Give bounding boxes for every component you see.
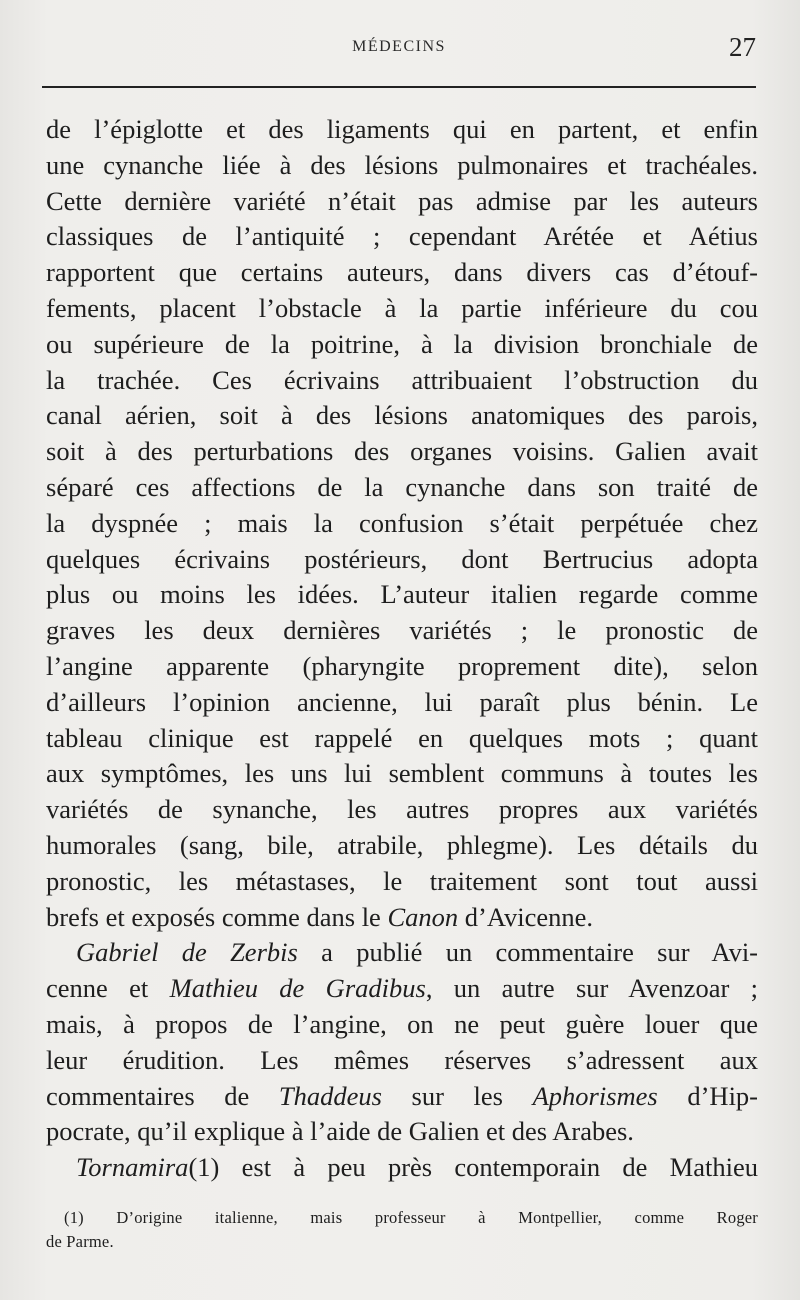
text-segment: a publié un commentaire sur Avi- bbox=[297, 937, 759, 968]
text-line: fements, placent l’obstacle à la partie inférieure du cou bbox=[46, 292, 758, 323]
header-rule bbox=[42, 86, 756, 88]
text-line bbox=[46, 971, 758, 1007]
footnote-line: (1) D’origine italienne, mais professeur à Montpellier, comme Roger bbox=[64, 1208, 758, 1227]
text-line: l’angine apparente (pharyngite proprement dite), selon bbox=[46, 650, 758, 681]
text-line: canal aérien, soit à des lésions anatomiques des parois, bbox=[46, 400, 758, 431]
text-line: une cynanche liée à des lésions pulmonaires et trachéales. bbox=[46, 149, 758, 180]
text-line: de l’épiglotte et des ligaments qui en partent, et enfin bbox=[46, 114, 758, 144]
author-name-gradibus: Mathieu de Gradibus bbox=[169, 973, 426, 1004]
text-line: la trachée. Ces écrivains attribuaient l’obstruction du bbox=[46, 364, 758, 395]
text-line: pronostic, les métastases, le traitement sont tout aussi bbox=[46, 865, 758, 896]
text-segment: est à peu près contemporain de Mathieu bbox=[219, 1152, 758, 1183]
text-line bbox=[46, 900, 758, 936]
running-head: MÉDECINS bbox=[352, 38, 446, 55]
text-line: leur érudition. Les mêmes réserves s’adressent aux bbox=[46, 1044, 758, 1075]
text-line: graves les deux dernières variétés ; le pronostic de bbox=[46, 615, 758, 646]
author-name-thaddeus: Thaddeus bbox=[278, 1080, 382, 1111]
text-line: variétés de synanche, les autres propres aux variétés bbox=[46, 794, 758, 825]
text-line: classiques de l’antiquité ; cependant Arétée et Aétius bbox=[46, 221, 758, 252]
footnote-line: de Parme. bbox=[46, 1232, 114, 1251]
paragraph-start-line bbox=[46, 1150, 758, 1186]
text-line: soit à des perturbations des organes voisins. Galien avait bbox=[46, 436, 758, 467]
text-line bbox=[46, 1079, 758, 1115]
text-line: ou supérieure de la poitrine, à la division bronchiale de bbox=[46, 328, 758, 359]
text-segment: d’Hip- bbox=[657, 1080, 759, 1111]
text-line: quelques écrivains postérieurs, dont Bertrucius adopta bbox=[46, 543, 758, 574]
author-name-zerbis: Gabriel de Zerbis bbox=[76, 937, 298, 968]
text-line: plus ou moins les idées. L’auteur italien regarde comme bbox=[46, 579, 758, 610]
text-line: tableau clinique est rappelé en quelques mots ; quant bbox=[46, 722, 758, 753]
text-segment: , un autre sur Avenzoar ; bbox=[425, 973, 759, 1004]
footnote-reference: (1) bbox=[188, 1152, 220, 1183]
page-header bbox=[40, 30, 758, 70]
book-title-canon: Canon bbox=[387, 901, 459, 932]
text-line: mais, à propos de l’angine, on ne peut guère louer que bbox=[46, 1008, 758, 1039]
text-line: pocrate, qu’il explique à l’aide de Galien et des Arabes. bbox=[46, 1116, 634, 1147]
text-line: d’ailleurs l’opinion ancienne, lui paraît plus bénin. Le bbox=[46, 686, 758, 717]
text-line: aux symptômes, les uns lui semblent communs à toutes les bbox=[46, 758, 758, 789]
page-number: 27 bbox=[729, 32, 756, 62]
text-segment: commentaires de bbox=[46, 1080, 279, 1111]
text-line: Cette dernière variété n’était pas admise par les auteurs bbox=[46, 185, 758, 216]
book-title-aphorismes: Aphorismes bbox=[532, 1080, 658, 1111]
paragraph-start-line bbox=[46, 935, 758, 971]
footnote bbox=[46, 1206, 758, 1254]
text-segment: cenne et bbox=[46, 973, 170, 1004]
text-line: rapportent que certains auteurs, dans divers cas d’étouf- bbox=[46, 257, 758, 288]
text-line: séparé ces affections de la cynanche dans son traité de bbox=[46, 471, 758, 502]
text-line: la dyspnée ; mais la confusion s’était perpétuée chez bbox=[46, 507, 758, 538]
text-segment: d’Avicenne. bbox=[458, 901, 594, 932]
text-line: humorales (sang, bile, atrabile, phlegme). Les détails du bbox=[46, 829, 758, 860]
body-text bbox=[46, 112, 758, 1186]
text-segment: sur les bbox=[381, 1080, 533, 1111]
text-segment: brefs et exposés comme dans le bbox=[46, 901, 388, 932]
author-name-tornamira: Tornamira bbox=[76, 1152, 189, 1183]
